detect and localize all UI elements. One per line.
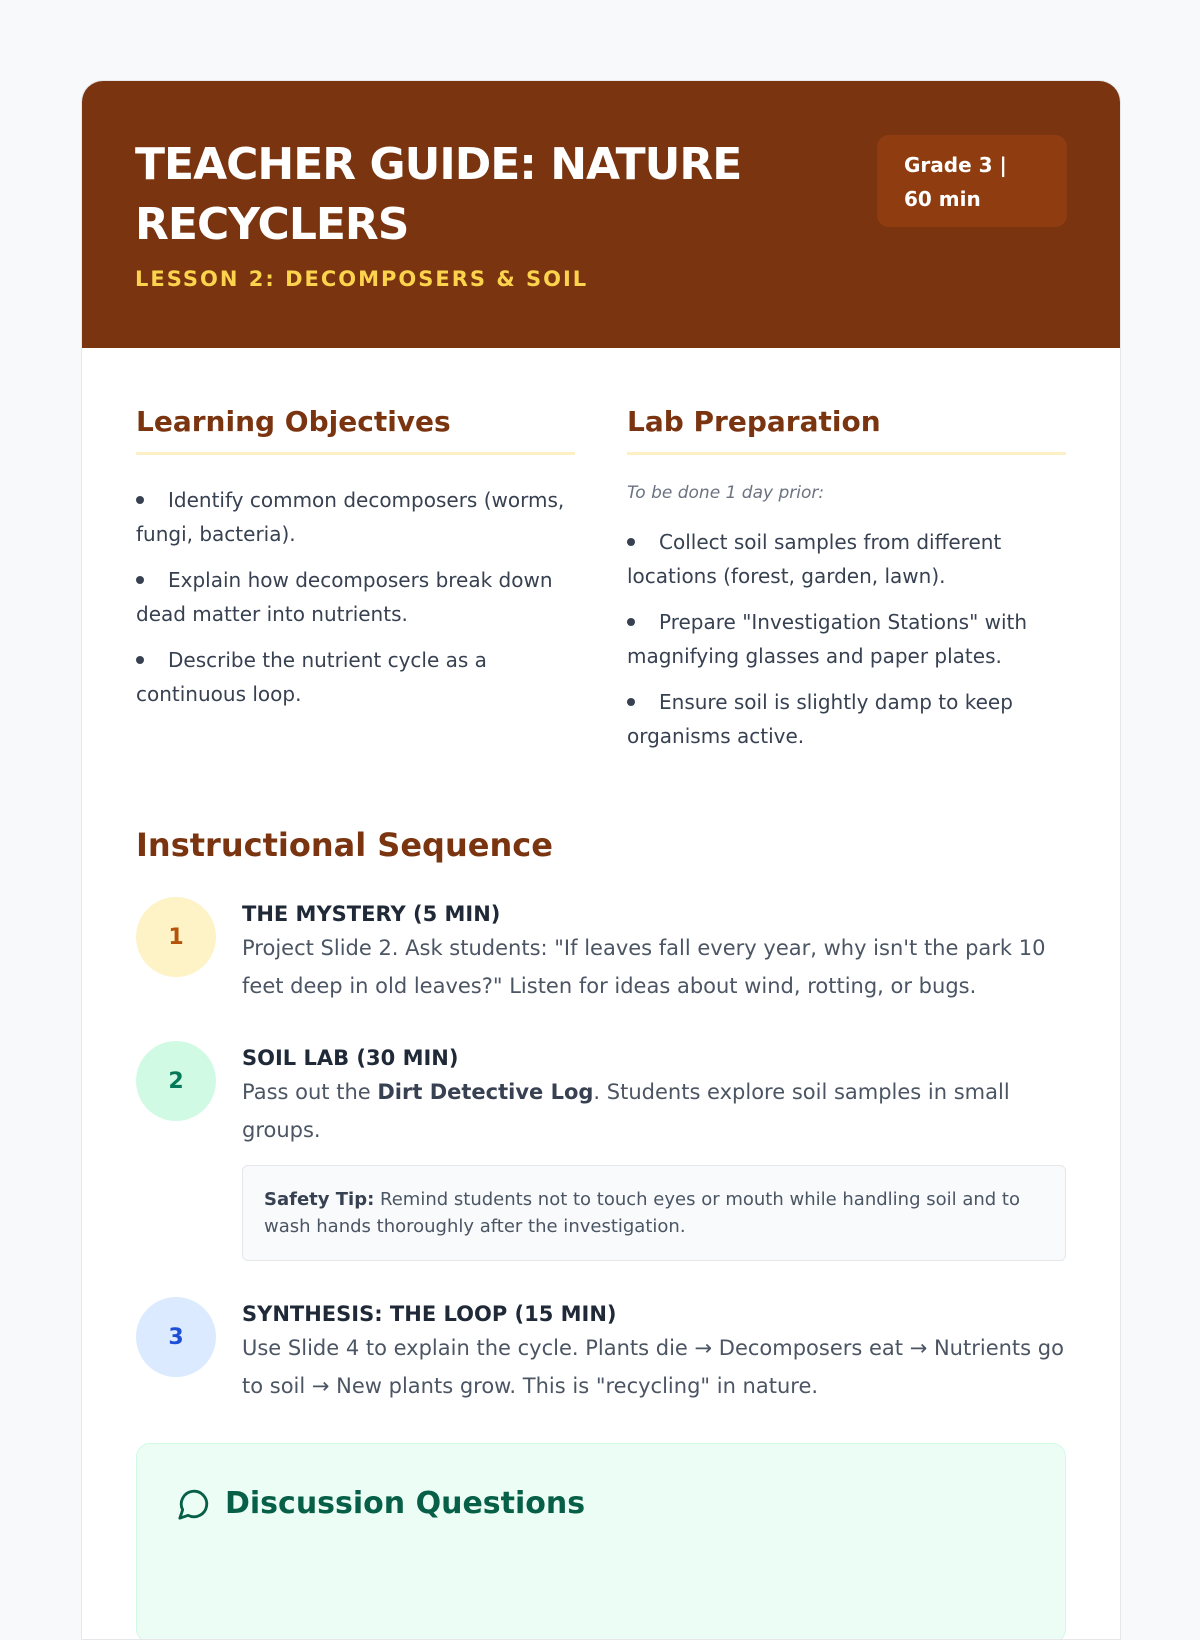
prep-item: Prepare "Investigation Stations" with magnifying glasses and paper plates. (627, 610, 1028, 668)
page-title: TEACHER GUIDE: NATURE RECYCLERS (135, 139, 742, 250)
bullet-icon (136, 656, 144, 664)
chat-bubble-icon (177, 1487, 211, 1521)
lab-preparation-title: Lab Preparation (627, 402, 1066, 455)
step-number-badge: 1 (136, 897, 216, 977)
prep-list (627, 525, 1066, 753)
step-number-badge: 3 (136, 1297, 216, 1377)
step-content (242, 1041, 1066, 1261)
prep-item: Collect soil samples from different locations (forest, garden, lawn). (627, 530, 1002, 588)
discussion-questions-heading (177, 1486, 1025, 1521)
learning-objectives-title: Learning Objectives (136, 402, 575, 455)
safety-tip-text: Remind students not to touch eyes or mouth while handling soil and to wash hands thoroughly after the investigation. (264, 1189, 1020, 1237)
discussion-questions-box (136, 1443, 1066, 1640)
objectives-list (136, 483, 575, 711)
step-heading: THE MYSTERY (5 MIN) (242, 902, 501, 926)
step-content (242, 897, 1066, 1005)
objective-item: Identify common decomposers (worms, fungi, bacteria). (136, 488, 565, 546)
step-content (242, 1297, 1066, 1405)
bullet-icon (136, 576, 144, 584)
sequence-steps (136, 897, 1066, 1405)
step-text: Project Slide 2. Ask students: "If leaves fall every year, why isn't the park 10 feet deep in old leaves?" Listen for ideas about wind, rotting, or bugs. (242, 936, 1046, 998)
bullet-icon (136, 496, 144, 504)
learning-objectives-section (136, 402, 575, 765)
lab-preparation-section (627, 402, 1066, 765)
lesson-subtitle: LESSON 2: DECOMPOSERS & SOIL (135, 267, 589, 291)
step-number-badge: 2 (136, 1041, 216, 1121)
instructional-sequence-title: Instructional Sequence (136, 826, 553, 864)
guide-body (82, 348, 1120, 1640)
step-3 (136, 1297, 1066, 1405)
bullet-icon (627, 698, 635, 706)
step-2 (136, 1041, 1066, 1261)
grade-duration-badge: Grade 3 | 60 min (877, 135, 1067, 227)
safety-tip-label: Safety Tip: (264, 1189, 375, 1210)
overview-columns (136, 402, 1066, 765)
guide-header (82, 81, 1120, 348)
teacher-guide-card (81, 80, 1121, 1640)
objective-item: Explain how decomposers break down dead matter into nutrients. (136, 568, 553, 626)
step-1 (136, 897, 1066, 1005)
objective-item: Describe the nutrient cycle as a continuous loop. (136, 648, 487, 706)
prep-note: To be done 1 day prior: (627, 483, 825, 503)
step-heading: SOIL LAB (30 MIN) (242, 1046, 459, 1070)
step-heading: SYNTHESIS: THE LOOP (15 MIN) (242, 1302, 617, 1326)
step-text: Pass out the Dirt Detective Log. Students explore soil samples in small groups. (242, 1080, 1010, 1142)
log-name: Dirt Detective Log (377, 1080, 594, 1104)
prep-item: Ensure soil is slightly damp to keep organisms active. (627, 690, 1013, 748)
safety-tip-box (242, 1165, 1066, 1261)
bullet-icon (627, 538, 635, 546)
discussion-questions-title: Discussion Questions (225, 1486, 586, 1521)
bullet-icon (627, 618, 635, 626)
step-text: Use Slide 4 to explain the cycle. Plants die → Decomposers eat → Nutrients go to soil → New plants grow. This is "recycling" in nature. (242, 1336, 1064, 1398)
